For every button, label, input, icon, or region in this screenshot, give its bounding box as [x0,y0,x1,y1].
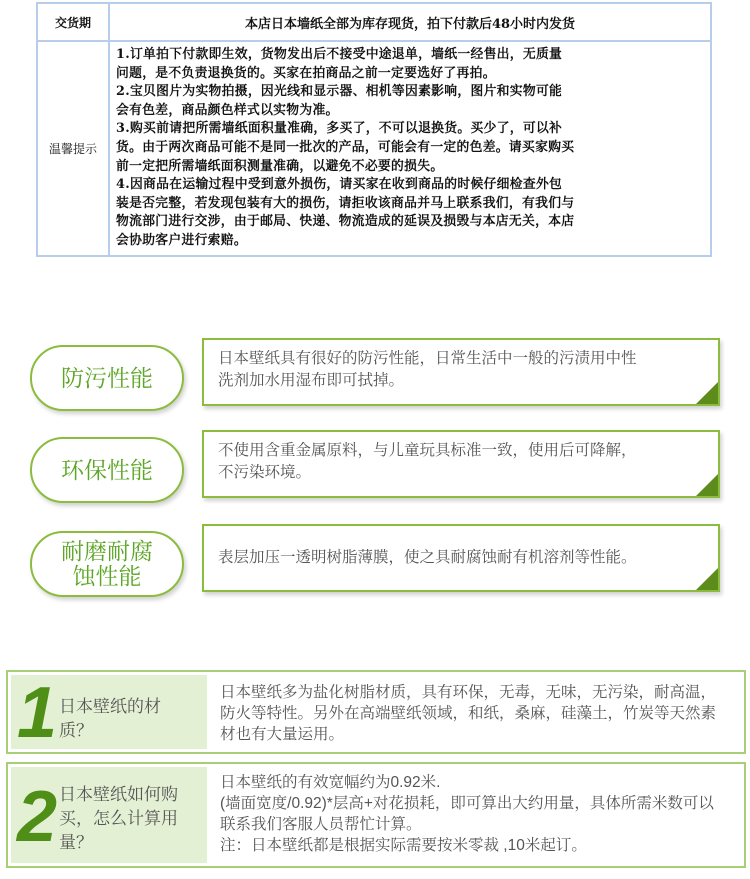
tip-line: 1.订单拍下付款即生效，货物发出后不接受中途退单，墙纸一经售出，无质量 [116,47,563,62]
faq-answer [220,772,732,856]
feature-eco-friendly [0,430,750,510]
faq-answer-line: 材也有大量运用。 [220,726,345,743]
feature-desc-line: 不污染环境。 [218,464,312,481]
faq-answer-line: 日本壁纸的有效宽幅约为0.92米. [220,774,441,791]
faq-number: 1 [17,673,58,753]
faq-question-line: 日本壁纸的材 [59,697,161,716]
faq-item-material [6,670,746,754]
feature-title-pill [30,437,184,503]
tip-line: 货。由于两次商品可能不是同一批次的产品，可能会有一定的色差。请买家购买 [116,139,575,155]
faq-question-line: 日本壁纸如何购 [59,785,178,804]
feature-description-box [202,430,720,498]
feature-desc-line: 日本壁纸具有很好的防污性能，日常生活中一般的污渍用中性 [218,350,637,367]
tip-line: 会有色差，商品颜色样式以实物为准。 [116,102,339,118]
feature-title-pill [30,531,184,597]
tips-row [37,41,711,256]
delivery-row [37,3,711,41]
tip-line: 2.宝贝图片为实物拍摄，因光线和显示器、相机等因素影响，图片和实物可能 [116,84,563,100]
tip-line: 会协助客户进行索赔。 [116,232,247,248]
corner-triangle-decoration [696,568,718,590]
store-policy-table [36,2,712,257]
faq-answer-line: (墙面宽度/0.92)*层高+对花损耗，即可算出大约用量，具体所需米数可以 [220,795,714,812]
feature-title: 环保性能 [61,456,153,483]
feature-desc-line: 表层加压一透明树脂薄膜，使之具耐腐蚀耐有机溶剂等性能。 [218,549,637,566]
faq-answer-line: 防火等特性。另外在高端壁纸领域，和纸，桑麻，硅藻土，竹炭等天然素 [220,705,717,722]
corner-triangle-decoration [696,474,718,496]
faq-number: 2 [17,777,58,857]
faq-item-purchase [6,762,746,868]
feature-title: 蚀性能 [72,563,142,589]
faq-answer-line: 注：日本壁纸都是根据实际需要按米零裁 ,10米起订。 [220,837,587,854]
tips-label: 温馨提示 [37,41,109,256]
delivery-label: 交货期 [37,3,109,41]
faq-question-line: 质？ [59,721,93,740]
feature-desc-line: 不使用含重金属原料，与儿童玩具标准一致，使用后可降解， [218,442,637,459]
faq-question-panel [11,673,207,753]
faq-question [59,783,178,855]
faq-answer-line: 联系我们客服人员帮忙计算。 [220,816,422,833]
feature-description-box [202,338,720,406]
faq-answer-line: 日本壁纸多为盐化树脂材质，具有环保，无毒，无味，无污染，耐高温， [220,684,717,701]
faq-question [59,695,161,743]
feature-description-box [202,524,720,592]
feature-description [218,440,698,484]
tip-line: 物流部门进行交涉，由于邮局、快递、物流造成的延误及损毁与本店无关，本店 [116,214,575,230]
tip-line: 4.因商品在运输过程中受到意外损伤，请买家在收到商品的时候仔细检查外包 [116,177,563,193]
tip-line: 装是否完整，若发现包装有大的损伤，请拒收该商品并马上联系我们，有我们与 [116,195,575,211]
faq-question-line: 量？ [59,833,93,852]
feature-stain-resistance [0,338,750,418]
faq-question-panel [11,767,207,863]
feature-description [218,547,698,569]
feature-title-pill [30,345,184,411]
delivery-text: 本店日本墙纸全部为库存现货，拍下付款后48小时内发货 [109,3,711,41]
tip-line: 问题，是不负责退换货的。买家在拍商品之前一定要选好了再拍。 [116,65,496,81]
corner-triangle-decoration [696,382,718,404]
feature-title: 防污性能 [61,364,153,391]
tip-line: 前一定把所需墙纸面积测量准确，以避免不必要的损失。 [116,158,444,174]
feature-title: 耐磨耐腐 [61,538,153,564]
tips-content [109,41,711,256]
faq-question-line: 买，怎么计算用 [59,809,178,828]
feature-wear-corrosion [0,524,750,604]
feature-description [218,348,698,392]
feature-desc-line: 洗剂加水用湿布即可拭掉。 [218,372,405,389]
tip-line: 3.购买前请把所需墙纸面积量准确，多买了，不可以退换货。买少了，可以补 [116,121,563,137]
faq-answer [220,682,732,745]
